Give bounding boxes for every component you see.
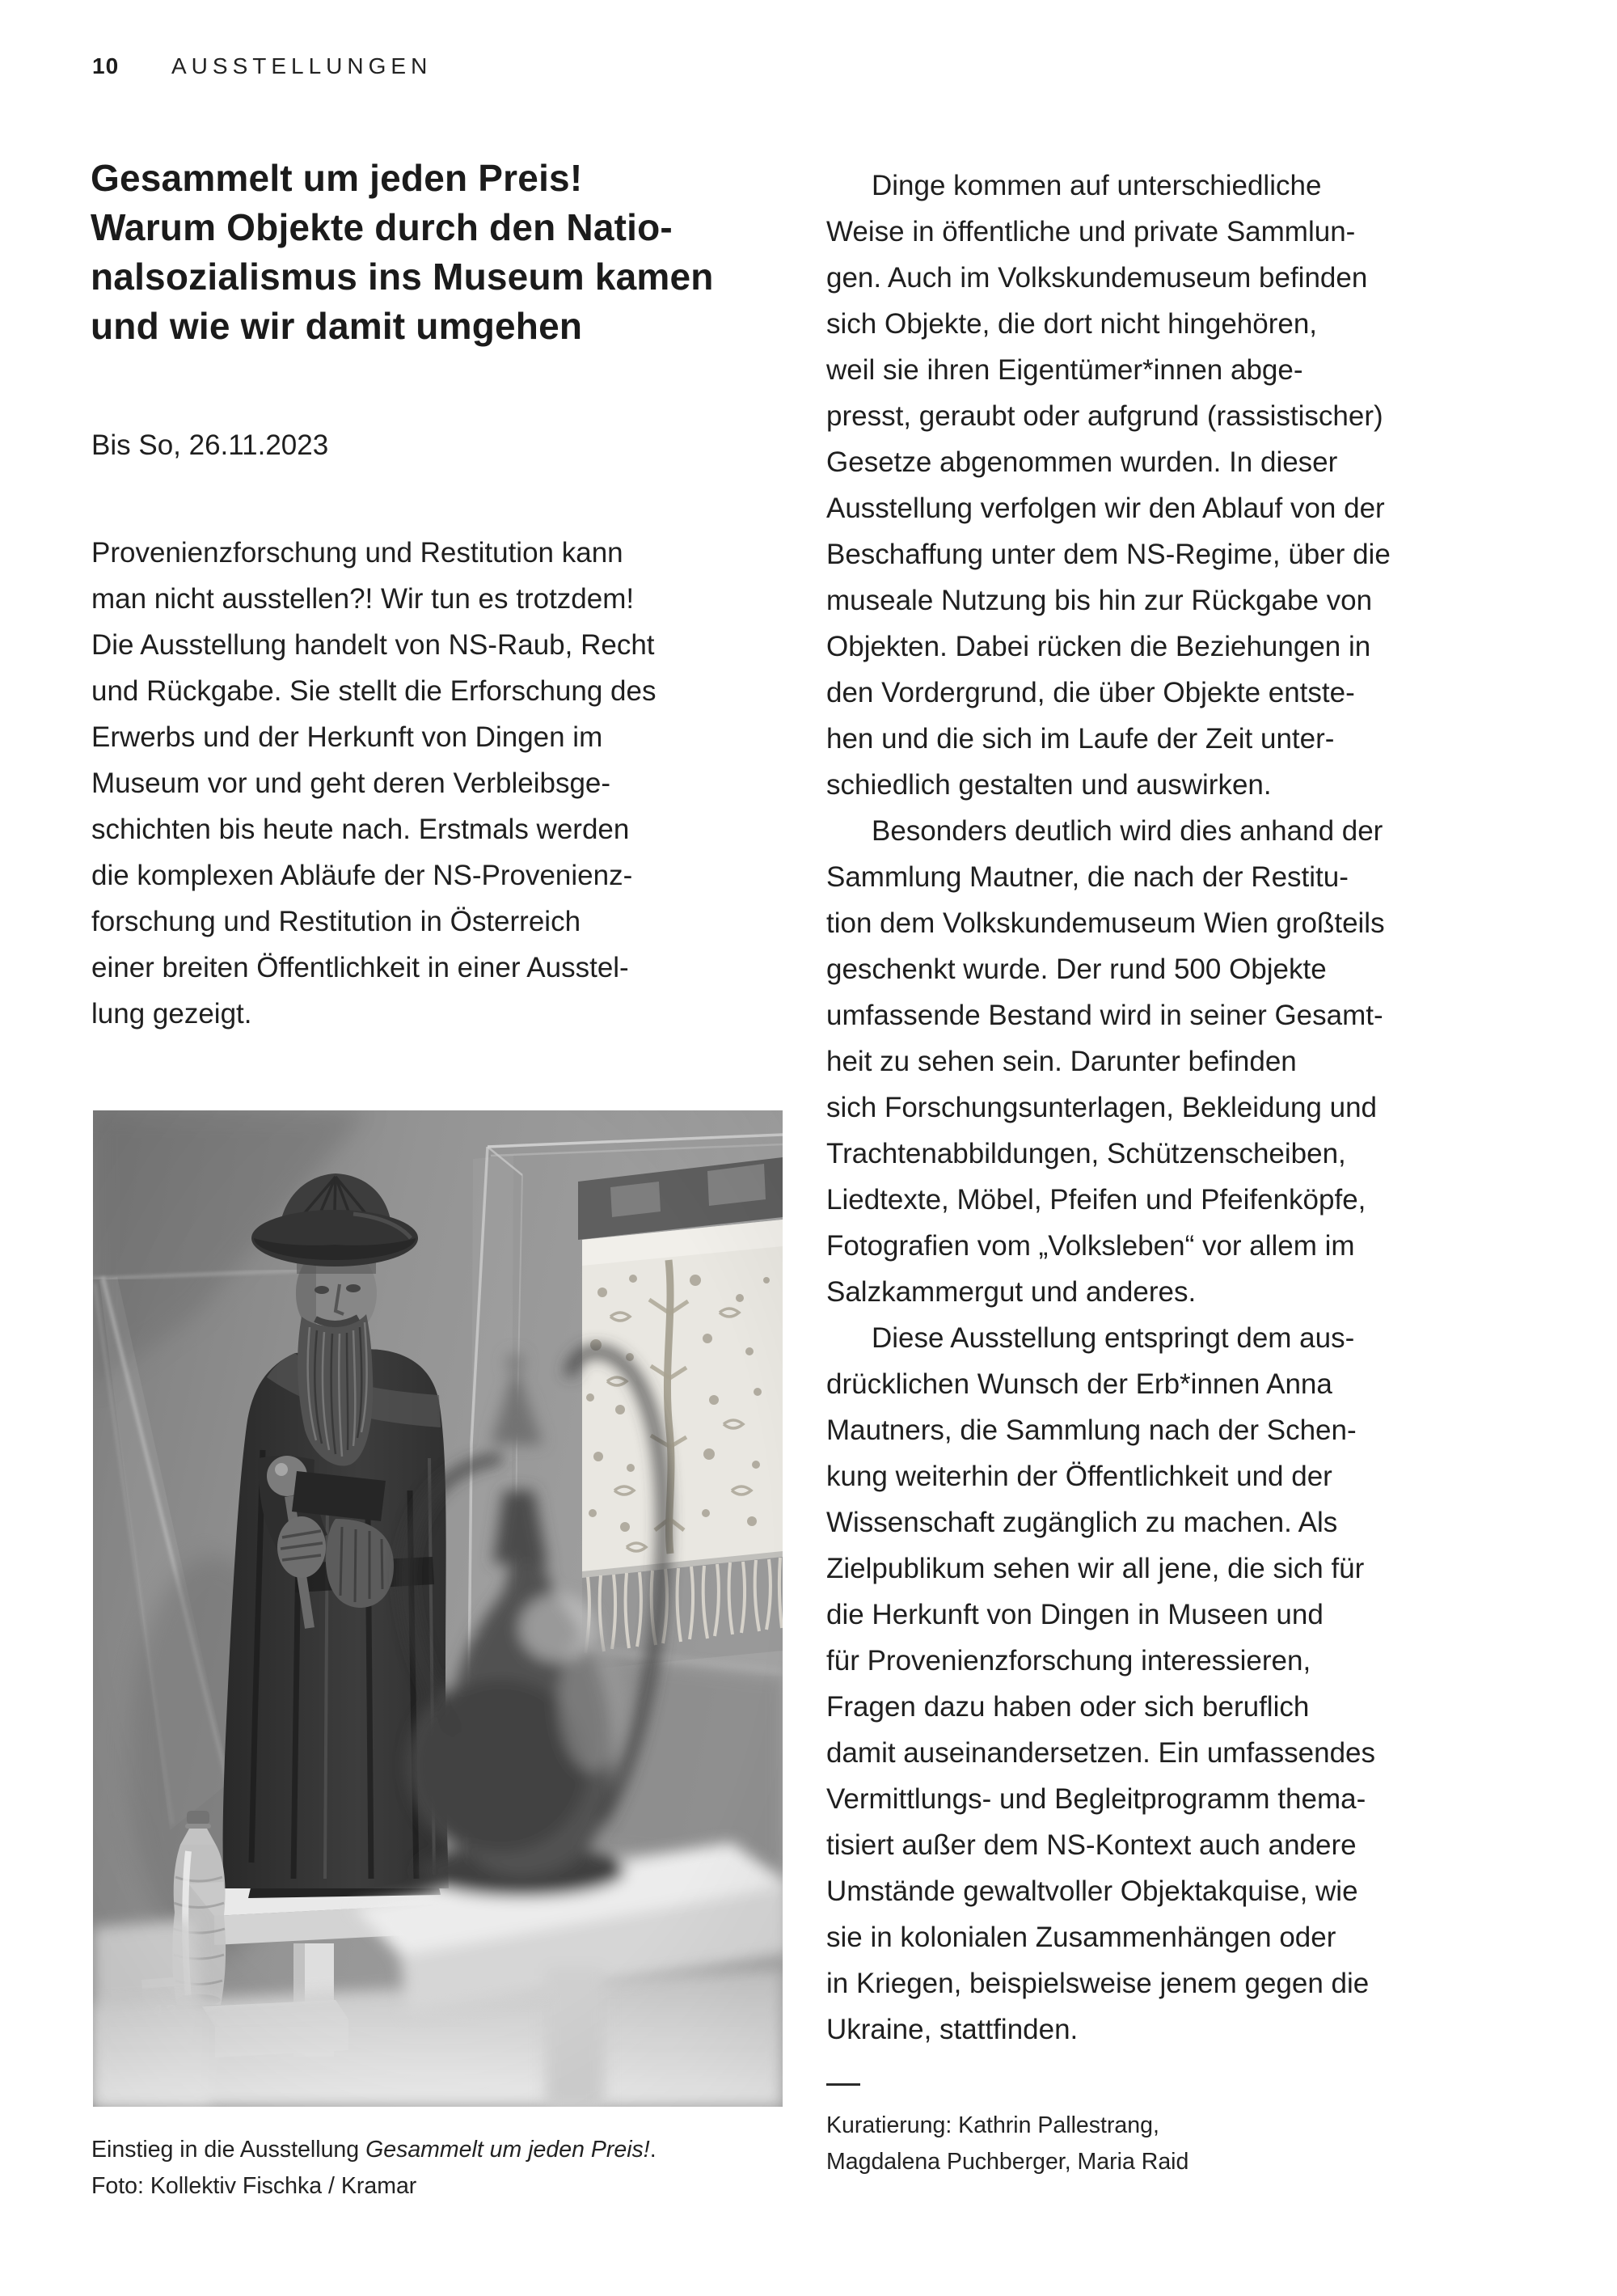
text-line: einer breiten Öffentlichkeit in einer Ausstel-: [91, 952, 629, 983]
text-line: Dinge kommen auf unterschiedliche: [872, 170, 1322, 201]
text-line: Trachtenabbildungen, Schützenscheiben,: [826, 1138, 1346, 1169]
photo-credit: Foto: Kollektiv Fischka / Kramar: [91, 2173, 417, 2199]
text-line: tisiert außer dem NS-Kontext auch andere: [826, 1829, 1357, 1861]
text-line: und wie wir damit umgehen: [91, 305, 583, 347]
credits-divider: [826, 2083, 860, 2086]
text-line: Objekten. Dabei rücken die Beziehungen in: [826, 631, 1371, 662]
curators-credits: [826, 2108, 1188, 2180]
article-title: [91, 154, 714, 351]
text-line: Warum Objekte durch den Natio-: [91, 206, 673, 248]
text-line: sich Objekte, die dort nicht hingehören,: [826, 308, 1318, 340]
text-line: hen und die sich im Laufe der Zeit unter-: [826, 723, 1335, 755]
credits-line-2: Magdalena Puchberger, Maria Raid: [826, 2149, 1189, 2175]
text-line: Vermittlungs- und Begleitprogramm thema-: [826, 1783, 1366, 1815]
text-line: Beschaffung unter dem NS-Regime, über die: [826, 539, 1391, 570]
text-line: Ukraine, stattfinden.: [826, 2014, 1079, 2045]
text-line: Sammlung Mautner, die nach der Restitu-: [826, 861, 1349, 893]
text-line: heit zu sehen sein. Darunter befinden: [826, 1046, 1297, 1077]
text-line: Wissenschaft zugänglich zu machen. Als: [826, 1507, 1338, 1538]
text-line: die Herkunft von Dingen in Museen und: [826, 1599, 1324, 1630]
section-title: AUSSTELLUNGEN: [171, 53, 433, 78]
text-line: Erwerbs und der Herkunft von Dingen im: [91, 721, 603, 753]
text-line: den Vordergrund, die über Objekte entste-: [826, 677, 1355, 708]
text-line: tion dem Volkskundemuseum Wien großteils: [826, 907, 1385, 939]
text-line: forschung und Restitution in Österreich: [91, 906, 581, 937]
caption-text: Einstieg in die Ausstellung: [91, 2137, 366, 2163]
text-line: umfassende Bestand wird in seiner Gesamt-: [826, 1000, 1383, 1031]
text-line: Fragen dazu haben oder sich beruflich: [826, 1691, 1310, 1723]
text-line: drücklichen Wunsch der Erb*innen Anna: [826, 1368, 1332, 1400]
page-number: 10: [92, 53, 120, 78]
credits-line-1: Kuratierung: Kathrin Pallestrang,: [826, 2112, 1159, 2138]
text-line: museale Nutzung bis hin zur Rückgabe von: [826, 585, 1373, 616]
exhibition-photo-illustration: [93, 1110, 783, 2107]
text-line: Provenienzforschung und Restitution kann: [91, 537, 623, 569]
text-line: kung weiterhin der Öffentlichkeit und der: [826, 1461, 1332, 1492]
text-line: in Kriegen, beispielsweise jenem gegen die: [826, 1968, 1370, 1999]
text-line: schiedlich gestalten und auswirken.: [826, 769, 1272, 801]
text-line: Salzkammergut und anderes.: [826, 1276, 1197, 1308]
intro-paragraph: [91, 530, 656, 1037]
text-line: Fotografien vom „Volksleben“ vor allem im: [826, 1230, 1355, 1262]
text-line: nalsozialismus ins Museum kamen: [91, 256, 714, 298]
text-line: gen. Auch im Volkskundemuseum befinden: [826, 262, 1368, 294]
text-line: Ausstellung verfolgen wir den Ablauf von der: [826, 493, 1385, 524]
text-line: schichten bis heute nach. Erstmals werden: [91, 814, 630, 845]
text-line: Diese Ausstellung entspringt dem aus-: [872, 1322, 1355, 1354]
text-line: Die Ausstellung handelt von NS-Raub, Recht: [91, 629, 655, 661]
page-header: [92, 53, 433, 78]
text-line: Museum vor und geht deren Verbleibsge-: [91, 767, 611, 799]
text-line: Weise in öffentliche und private Sammlun-: [826, 216, 1356, 247]
exhibition-date: Bis So, 26.11.2023: [91, 429, 329, 461]
text-line: und Rückgabe. Sie stellt die Erforschung des: [91, 675, 657, 707]
text-line: Besonders deutlich wird dies anhand der: [872, 815, 1383, 847]
text-line: Liedtexte, Möbel, Pfeifen und Pfeifenköpfe,: [826, 1184, 1366, 1216]
text-line: Zielpublikum sehen wir all jene, die sich für: [826, 1553, 1365, 1584]
text-line: sie in kolonialen Zusammenhängen oder: [826, 1922, 1336, 1953]
text-line: weil sie ihren Eigentümer*innen abge-: [826, 354, 1303, 386]
text-line: Mautners, die Sammlung nach der Schen-: [826, 1414, 1357, 1446]
text-line: geschenkt wurde. Der rund 500 Objekte: [826, 953, 1327, 985]
caption-punctuation: .: [649, 2137, 657, 2163]
figure-caption: [91, 2132, 657, 2205]
text-line: für Provenienzforschung interessieren,: [826, 1645, 1311, 1677]
text-line: Gesetze abgenommen wurden. In dieser: [826, 446, 1338, 478]
text-line: man nicht ausstellen?! Wir tun es trotzdem!: [91, 583, 635, 615]
caption-line: [91, 2132, 657, 2168]
text-line: Gesammelt um jeden Preis!: [91, 157, 583, 199]
article-body: [826, 163, 1391, 2053]
text-line: presst, geraubt oder aufgrund (rassistischer): [826, 400, 1383, 432]
text-line: Umstände gewaltvoller Objektakquise, wie: [826, 1875, 1358, 1907]
text-line: lung gezeigt.: [91, 998, 252, 1030]
caption-exhibition-title: Gesammelt um jeden Preis!: [365, 2137, 650, 2163]
text-line: die komplexen Abläufe der NS-Provenienz-: [91, 860, 633, 891]
text-line: sich Forschungsunterlagen, Bekleidung und: [826, 1092, 1377, 1123]
exhibition-photo: [93, 1110, 783, 2107]
text-line: damit auseinandersetzen. Ein umfassendes: [826, 1737, 1376, 1769]
